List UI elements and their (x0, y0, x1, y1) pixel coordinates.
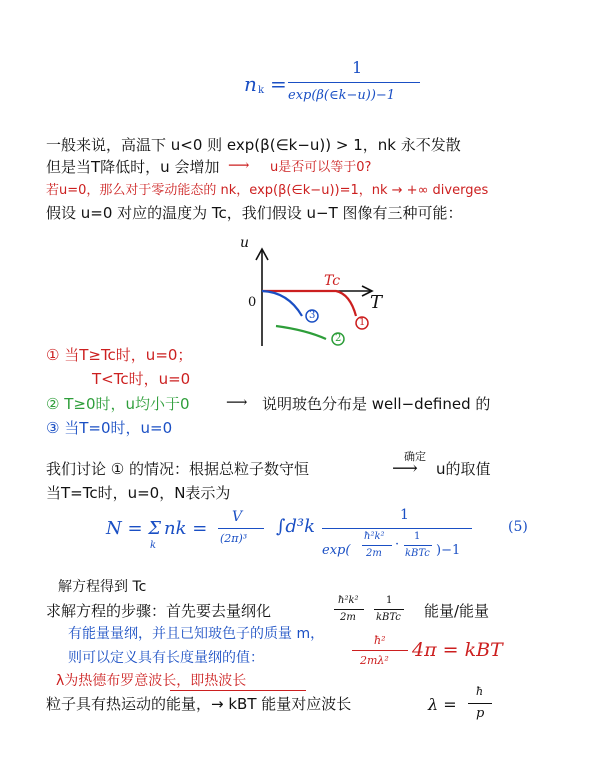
graph-marker-2-label: 2 (335, 333, 342, 344)
p3-lambda-den: p (476, 706, 485, 721)
p3-frac1-num: ħ²k² (338, 595, 359, 606)
p1-line4: 假设 u=0 对应的温度为 Tc，我们假设 u−T 图像有三种可能： (46, 204, 463, 222)
eq-top-equals: = (270, 72, 287, 96)
p3-line2: 有能量量纲，并且已知玻色子的质量 m， (68, 626, 325, 642)
case-1-line-a: ① 当T≥Tc时，u=0； (46, 346, 193, 364)
p1-line3: 若u=0，那么对于零动能态的 nk，exp(β(∈k−u))=1，nk → +∞ diverges (46, 183, 489, 198)
eq5-one: 1 (400, 507, 409, 523)
eq5-kin-bar (362, 545, 392, 546)
p3-frac1-bar (334, 609, 364, 610)
p3-frac3-tail: 4π = kBT (412, 639, 503, 661)
p3-title: 解方程得到 Tc (58, 579, 147, 595)
p3-frac3-num: ħ² (374, 634, 386, 647)
eq5-frac-bar (218, 528, 264, 529)
graph-marker-1-label: 1 (359, 317, 366, 328)
p1-line2-arrow-icon: ⟶ (228, 156, 250, 174)
p3-frac3-bar (352, 650, 408, 651)
p3-lambda-bar (468, 703, 492, 704)
p1-line2-text: 但是当T降低时，u 会增加 (46, 158, 220, 176)
p3-lambda-num: ħ (476, 685, 484, 698)
eq5-exp-close: )−1 (436, 543, 461, 558)
eq5-kin-den: 2m (366, 548, 382, 559)
p3-line4: λ为热德布罗意波长，即热波长 (56, 673, 247, 689)
p3-frac3-den: 2mλ² (360, 654, 389, 667)
case-3-line: ③ 当T=0时，u=0 (46, 419, 173, 437)
case-2-line: ② T≥0时，u均小于0 (46, 395, 190, 413)
graph-curve-2 (276, 326, 326, 339)
eq5-beta-num: 1 (414, 531, 421, 542)
eq5-integrand: ∫d³k (276, 516, 316, 537)
eq5-nk: nk = (164, 518, 208, 539)
p3-lambda-lhs: λ = (428, 695, 457, 714)
eq5-tag: (5) (508, 519, 528, 535)
p3-frac1-den: 2m (340, 612, 356, 623)
eq-top-numerator: 1 (352, 58, 363, 77)
p3-line3: 则可以定义具有长度量纲的值： (68, 650, 264, 666)
eq-top-denominator: exp(β(∈k−u))−1 (288, 88, 396, 103)
eq5-main-bar (322, 528, 472, 529)
p2-line1-tail: u的取值 (436, 460, 491, 478)
graph-curve-3 (262, 291, 302, 316)
p1-line2-question: u是否可以等于0? (270, 160, 372, 175)
eq5-exp-open: exp( (322, 543, 351, 558)
case-1-line-b: T<Tc时，u=0 (92, 370, 191, 388)
p3-line1: 求解方程的步骤：首先要去量纲化 (46, 602, 272, 620)
p1-line1: 一般来说，高温下 u<0 则 exp(β(∈k−u)) > 1，nk 永不发散 (46, 136, 461, 154)
p2-line1-arrow-icon: ⟶ (392, 458, 418, 479)
eq5-frac-num: V (232, 509, 243, 525)
p2-line1-text: 我们讨论 ① 的情况：根据总粒子数守恒 (46, 460, 309, 478)
eq5-beta-den: kBTc (405, 548, 430, 559)
p3-line5: 粒子具有热运动的能量，→ kBT 能量对应波长 (46, 695, 352, 713)
p3-frac2-bar (374, 609, 404, 610)
eq5-kin-num: ħ²k² (364, 531, 385, 542)
eq-top-lhs-sub: k (258, 85, 265, 96)
case-2-arrow-icon: ⟶ (226, 393, 248, 411)
p2-line2: 当T=Tc时，u=0，N表示为 (46, 484, 231, 502)
p2-line1-arrow-label: 确定 (404, 450, 426, 463)
graph-marker-3-label: 3 (309, 310, 316, 321)
p3-frac2-den: kBTc (376, 612, 401, 623)
graph-x-label: T (370, 292, 383, 313)
graph-origin-label: 0 (248, 295, 257, 310)
p3-line4-underline (170, 690, 306, 691)
graph-y-label: u (240, 235, 250, 251)
p3-frac2-num: 1 (386, 595, 393, 606)
eq5-lhs: N = Σ (106, 518, 162, 539)
eq5-beta-bar (404, 545, 432, 546)
p3-line1-tail: 能量/能量 (424, 602, 490, 620)
eq-top-lhs: n (244, 72, 257, 96)
eq5-dot: · (395, 537, 400, 552)
case-2-conclusion: 说明玻色分布是 well−defined 的 (262, 395, 491, 413)
eq5-sum-sub: k (150, 540, 157, 551)
graph-tc-label: Tc (324, 273, 341, 289)
eq5-frac-den: (2π)³ (220, 532, 248, 545)
